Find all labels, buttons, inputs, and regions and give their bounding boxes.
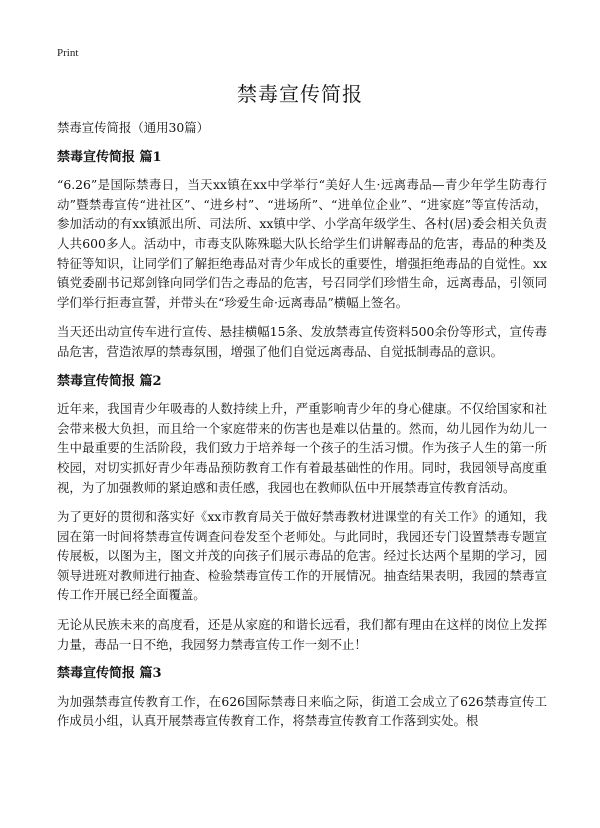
paragraph: “6.26”是国际禁毒日，当天xx镇在xx中学举行“美好人生·远离毒品—青少年学生防毒行动”暨禁毒宣传“进社区”、“进乡村”、“进场所”、“进单位企业”、“进家庭”等宣传活动，参加活动的有xx镇派出所、司法所、xx镇中学、小学高年级学生、各村(居)委会相关负责人共600多人。活动中，市毒支队陈殊聪大队长给学生们讲解毒品的危害，毒品的种类及特征等知识，让同学们了解拒绝毒品对青少年成长的重要性，增强拒绝毒品的自觉性。xx镇党委副书记郑剑锋向同学们告之毒品的危害，号召同学们珍惜生命，远离毒品，引领同学们举行拒毒宣誓，并带头在“珍爱生命·远离毒品”横幅上签名。 xyxy=(57,177,547,310)
paragraph: 近年来，我国青少年吸毒的人数持续上升，严重影响青少年的身心健康。不仅给国家和社会带来极大负担，而且给一个家庭带来的伤害也是难以估量的。然而，幼儿园作为幼儿一生中最重要的生活阶段，我们致力于培养每一个孩子的生活习惯。作为孩子人生的第一所校园，对切实抓好青少年毒品预防教育工作有着最基础性的作用。同时，我园领导高度重视，为了加强教师的紧迫感和责任感，我园也在教师队伍中开展禁毒宣传教育活动。 xyxy=(57,401,547,495)
section-2 xyxy=(57,372,547,655)
section-3 xyxy=(57,664,547,731)
paragraph: 无论从民族未来的高度看，还是从家庭的和谐长远看，我们都有理由在这样的岗位上发挥力量，毒品一日不绝，我园努力禁毒宣传工作一刻不止！ xyxy=(57,617,547,652)
section-heading: 禁毒宣传简报 篇2 xyxy=(57,373,162,389)
section-heading: 禁毒宣传简报 篇1 xyxy=(57,149,162,165)
print-link[interactable]: Print xyxy=(57,47,79,59)
section-1 xyxy=(57,148,547,362)
paragraph: 当天还出动宣传车进行宣传、悬挂横幅15条、发放禁毒宣传资料500余份等形式，宣传毒品危害，营造浓厚的禁毒氛围，增强了他们自觉远离毒品、自觉抵制毒品的意识。 xyxy=(57,324,547,359)
section-heading: 禁毒宣传简报 篇3 xyxy=(57,666,162,682)
document-subtitle: 禁毒宣传简报（通用30篇） xyxy=(57,120,210,135)
paragraph: 为加强禁毒宣传教育工作，在626国际禁毒日来临之际，街道工会成立了626禁毒宣传工作成员小组，认真开展禁毒宣传教育工作，将禁毒宣传教育工作落到实处。根 xyxy=(57,693,547,729)
paragraph: 为了更好的贯彻和落实好《xx市教育局关于做好禁毒教材进课堂的有关工作》的通知，我园在第一时间将禁毒宣传调查问卷发至个老师处。与此同时，我园还专门设置禁毒专题宣传展板，以图为主，图文并茂的向孩子们展示毒品的危害。经过长达两个星期的学习，园领导进班对教师进行抽查、检验禁毒宣传工作的开展情况。抽查结果表明，我园的禁毒宣传工作开展已经全面覆盖。 xyxy=(57,509,547,603)
document-body xyxy=(57,118,547,741)
page-title: 禁毒宣传简报 xyxy=(237,82,363,106)
